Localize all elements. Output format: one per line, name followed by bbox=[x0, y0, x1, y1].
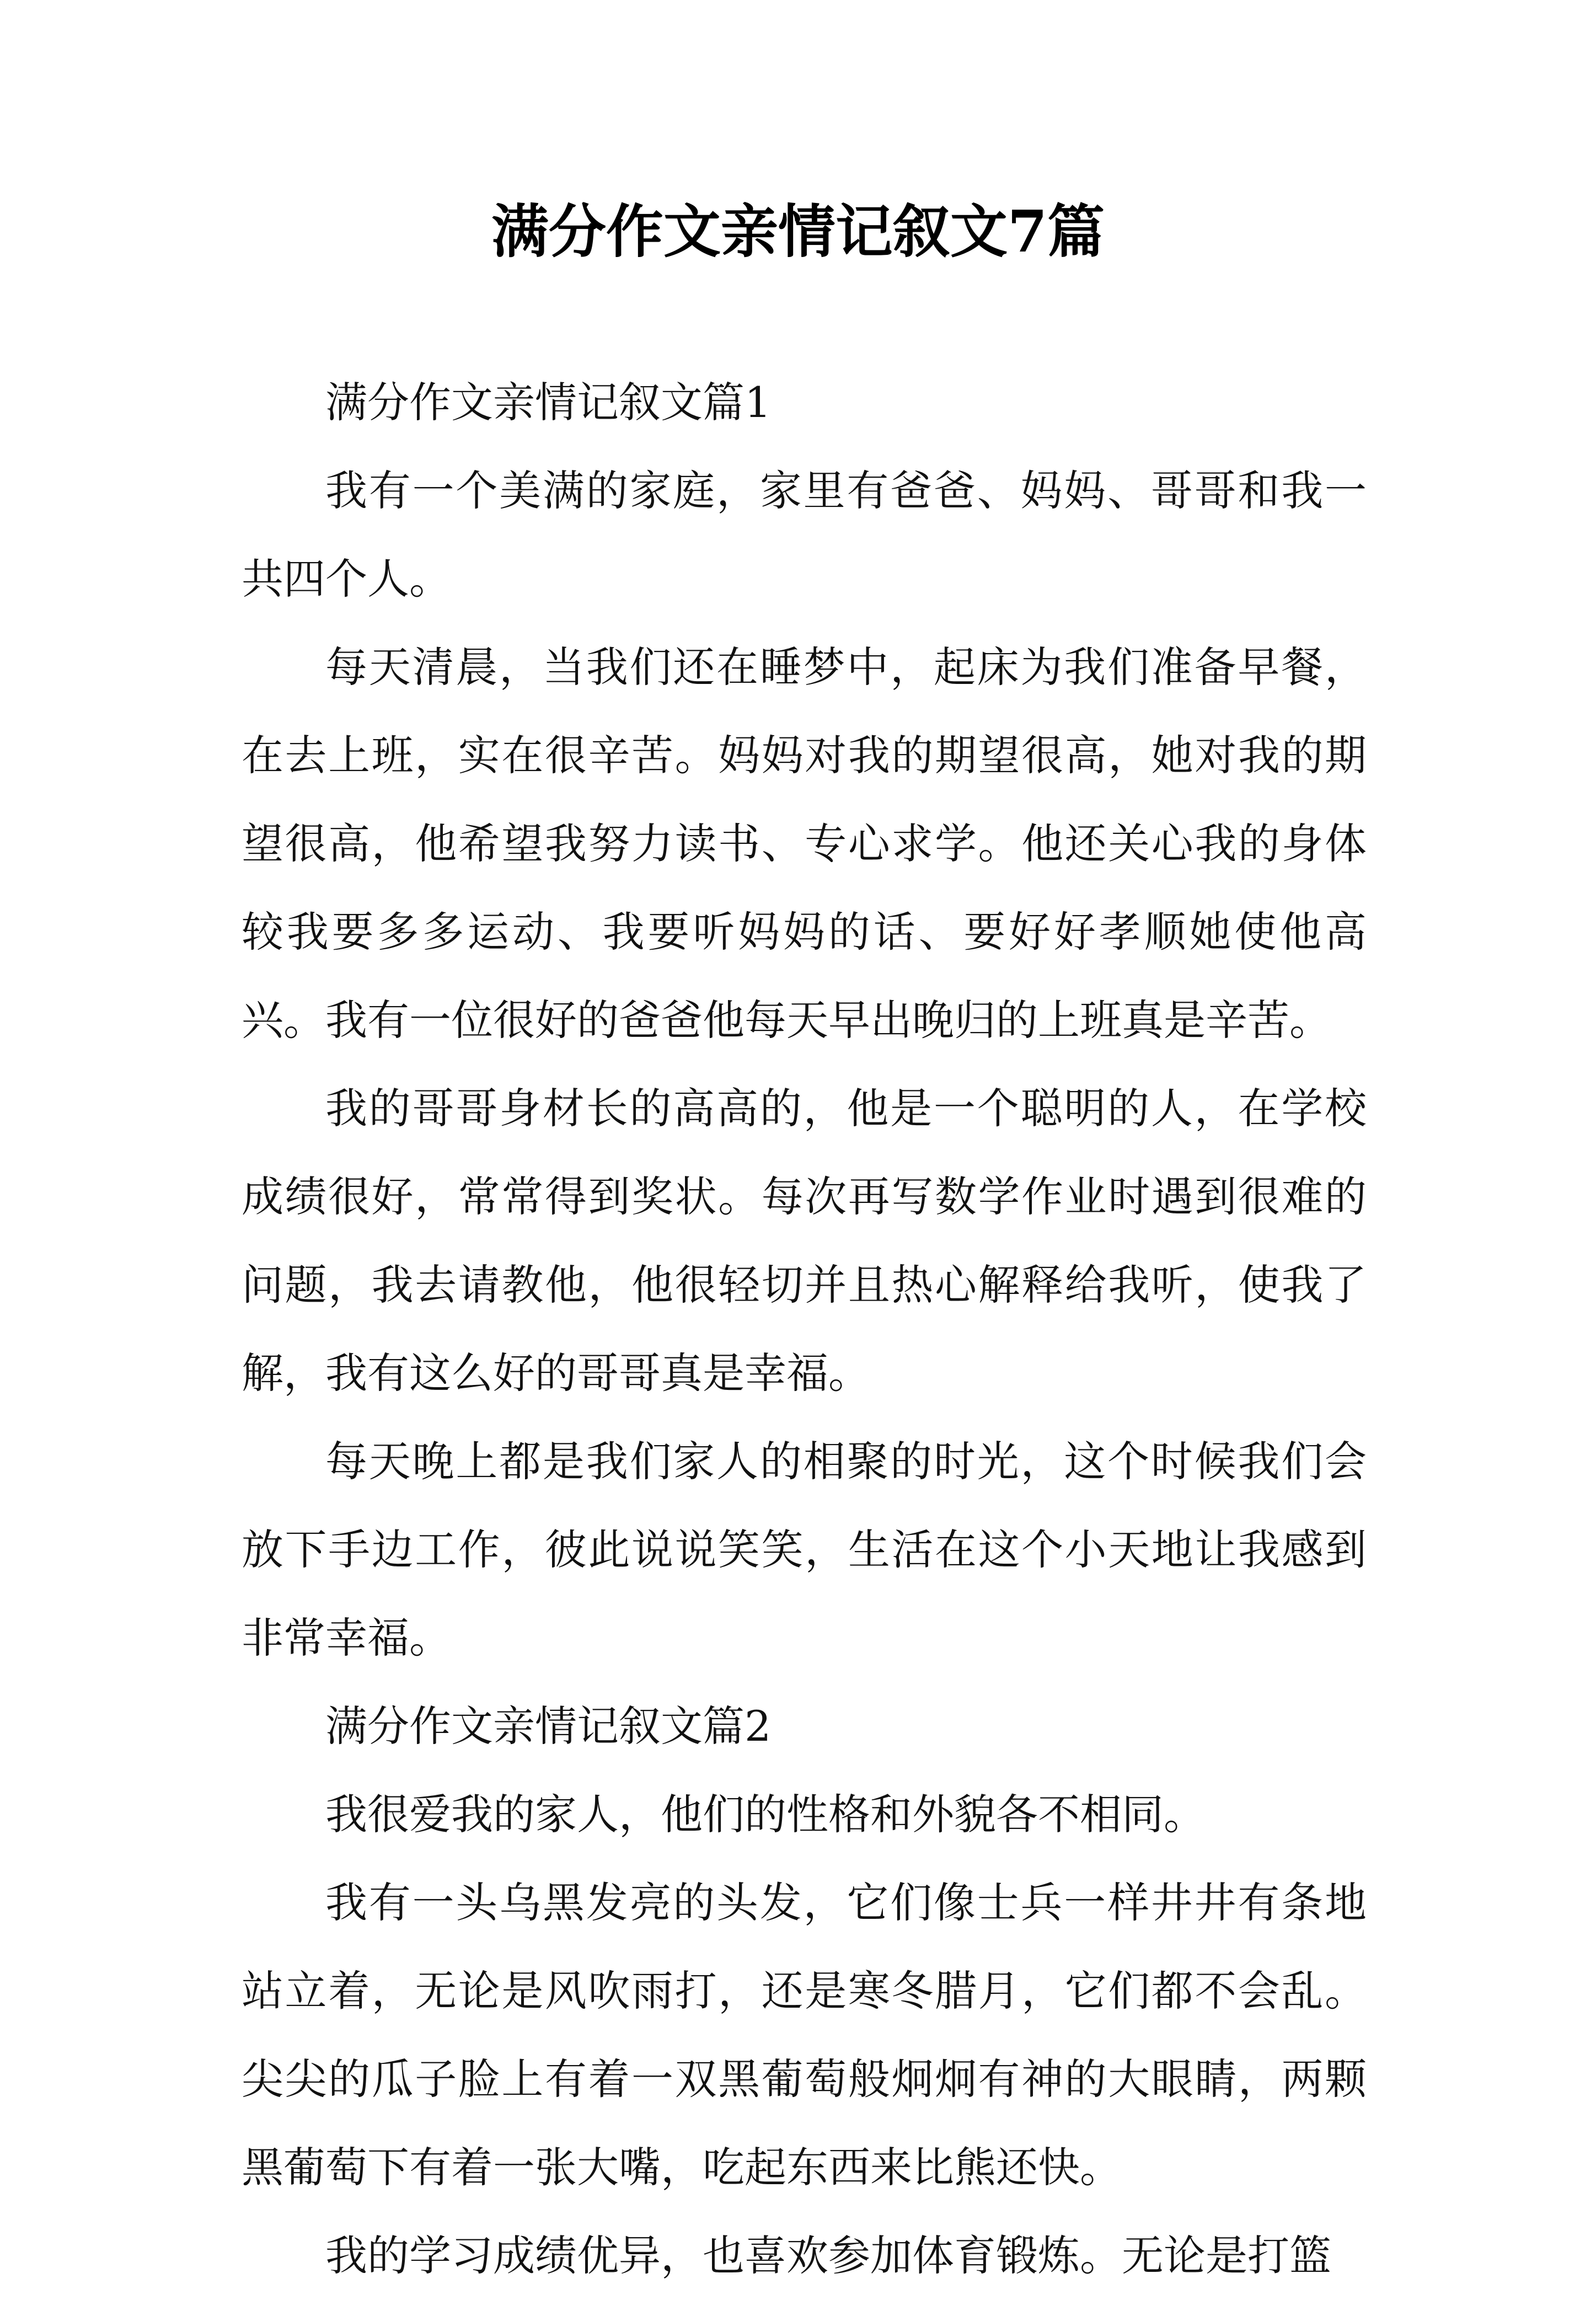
paragraph: 每天晚上都是我们家人的相聚的时光，这个时候我们会放下手边工作，彼此说说笑笑，生活在这个小天地让我感到非常幸福。 bbox=[242, 1437, 1367, 1662]
paragraph: 我很爱我的家人，他们的性格和外貌各不相同。 bbox=[325, 1790, 1206, 1839]
section-heading-2: 满分作文亲情记叙文篇2 bbox=[325, 1702, 772, 1751]
paragraph: 我有一个美满的家庭，家里有爸爸、妈妈、哥哥和我一共四个人。 bbox=[242, 466, 1367, 603]
document-title: 满分作文亲情记叙文7篇 bbox=[491, 197, 1105, 265]
paragraph: 我的哥哥身材长的高高的，他是一个聪明的人，在学校成绩很好，常常得到奖状。每次再写数学作业时遇到很难的问题，我去请教他，他很轻切并且热心解释给我听，使我了解，我有这么好的哥哥真是幸福。 bbox=[242, 1084, 1367, 1398]
paragraph: 我的学习成绩优异，也喜欢参加体育锻炼。无论是打篮 bbox=[325, 2231, 1331, 2280]
paragraph: 我有一头乌黑发亮的头发，它们像士兵一样井井有条地站立着，无论是风吹雨打，还是寒冬腊月，它们都不会乱。尖尖的瓜子脸上有着一双黑葡萄般炯炯有神的大眼睛，两颗黑葡萄下有着一张大嘴，吃起东西来比熊还快。 bbox=[242, 1878, 1367, 2192]
document-body bbox=[242, 359, 1367, 2300]
paragraph: 每天清晨，当我们还在睡梦中，起床为我们准备早餐，在去上班，实在很辛苦。妈妈对我的期望很高，她对我的期望很高，他希望我努力读书、专心求学。他还关心我的身体较我要多多运动、我要听妈妈的话、要好好孝顺她使他高兴。我有一位很好的爸爸他每天早出晚归的上班真是辛苦。 bbox=[242, 643, 1367, 1045]
section-heading-1: 满分作文亲情记叙文篇1 bbox=[325, 378, 772, 427]
